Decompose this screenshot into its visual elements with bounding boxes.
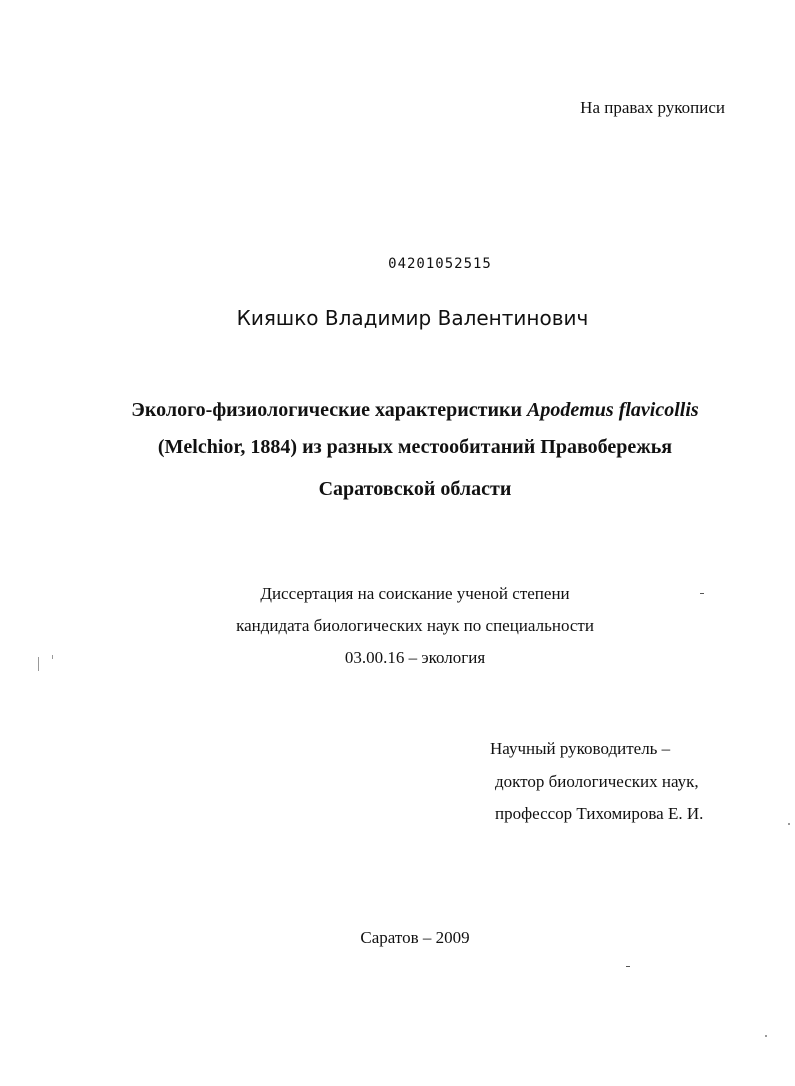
scan-speck [626, 966, 630, 967]
scan-speck [788, 823, 790, 825]
supervisor-line-1: Научный руководитель – [490, 739, 671, 758]
title-species: Apodemus flavicollis [527, 399, 699, 421]
rights-notice: На правах рукописи [580, 98, 725, 117]
title-prefix: Эколого-физиологические характеристики [131, 399, 528, 421]
title-line-2: (Melchior, 1884) из разных местообитаний Правобережья [157, 436, 673, 458]
dissertation-line-2: кандидата биологических наук по специальности [236, 616, 594, 635]
title-line-1 [0, 399, 795, 422]
dissertation-line-3: 03.00.16 – экология [344, 648, 486, 667]
scan-speck [52, 655, 53, 659]
dissertation-line-1: Диссертация на соискание ученой степени [260, 584, 570, 603]
author-name: Кияшко Владимир Валентинович [236, 306, 589, 330]
supervisor-line-2: доктор биологических наук, [495, 772, 699, 791]
city-year: Саратов – 2009 [360, 928, 470, 947]
supervisor-line-3: профессор Тихомирова Е. И. [495, 804, 704, 823]
scan-speck [700, 593, 704, 594]
scan-speck [38, 657, 39, 671]
document-code: 04201052515 [388, 256, 492, 272]
title-line-3: Саратовской области [318, 478, 512, 500]
scan-speck [765, 1035, 767, 1037]
